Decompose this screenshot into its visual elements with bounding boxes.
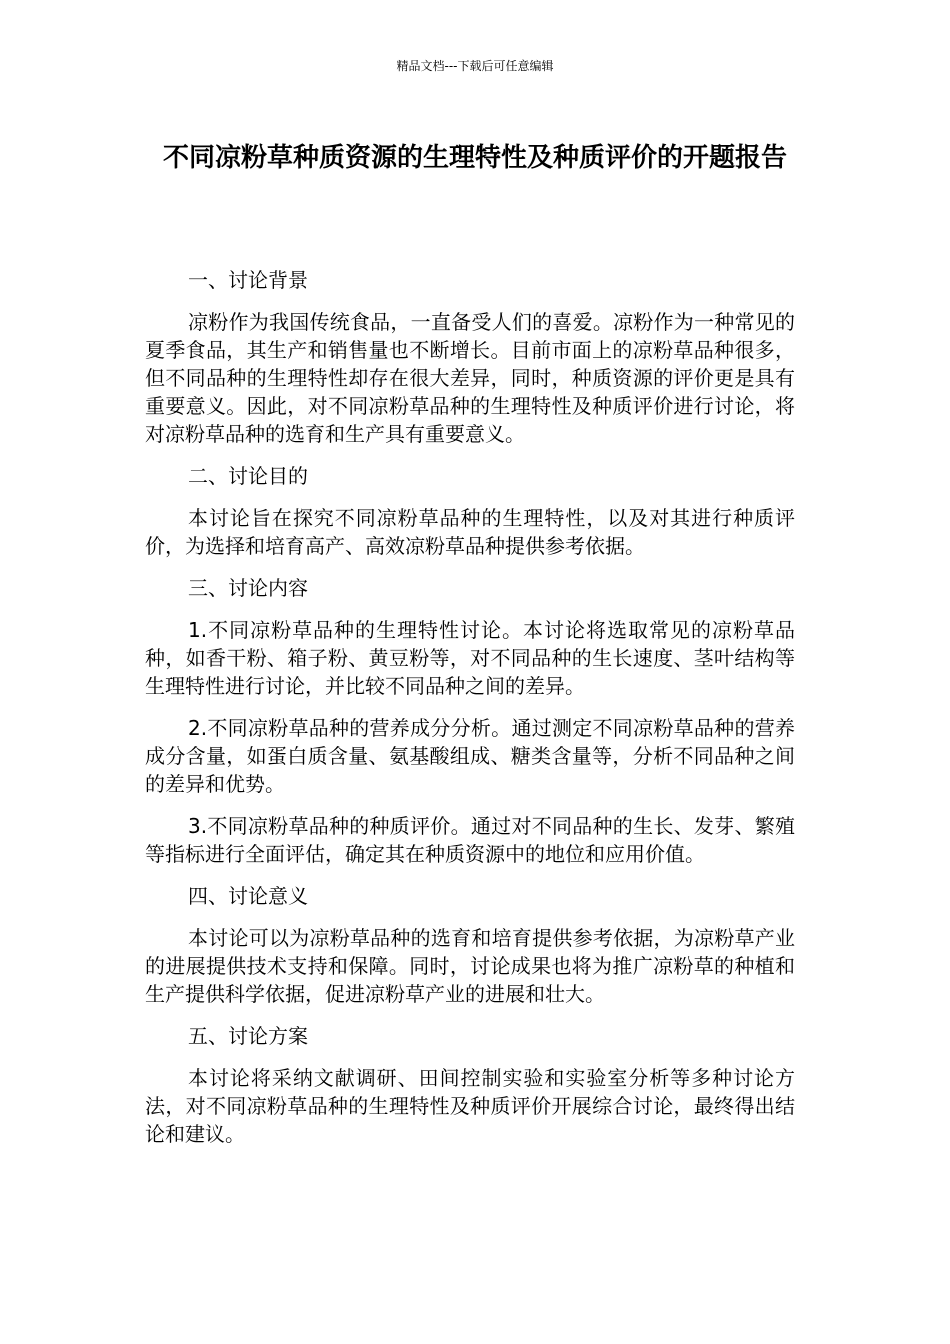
- section-heading: 四、讨论意义: [188, 884, 308, 908]
- paragraph: 3.不同凉粉草品种的种质评价。通过对不同品种的生长、发芽、繁殖等指标进行全面评估，确定其在种质资源中的地位和应用价值。: [145, 814, 795, 866]
- header-note: 精品文档---下载后可任意编辑: [396, 59, 554, 73]
- paragraph: 本讨论将采纳文献调研、田间控制实验和实验室分析等多种讨论方法，对不同凉粉草品种的生理特性及种质评价开展综合讨论，最终得出结论和建议。: [145, 1066, 795, 1146]
- document-body: [145, 266, 795, 1162]
- paragraph: 1.不同凉粉草品种的生理特性讨论。本讨论将选取常见的凉粉草品种，如香干粉、箱子粉、黄豆粉等，对不同品种的生长速度、茎叶结构等生理特性进行讨论，并比较不同品种之间的差异。: [145, 618, 795, 698]
- document-title: 不同凉粉草种质资源的生理特性及种质评价的开题报告: [162, 143, 787, 173]
- paragraph: 凉粉作为我国传统食品，一直备受人们的喜爱。凉粉作为一种常见的夏季食品，其生产和销售量也不断增长。目前市面上的凉粉草品种很多，但不同品种的生理特性却存在很大差异，同时，种质资源的评价更是具有重要意义。因此，对不同凉粉草品种的生理特性及种质评价进行讨论，将对凉粉草品种的选育和生产具有重要意义。: [145, 310, 795, 446]
- section-heading: 二、讨论目的: [188, 464, 308, 488]
- section-heading: 三、讨论内容: [188, 576, 308, 600]
- section-heading: 五、讨论方案: [188, 1024, 308, 1048]
- paragraph: 本讨论旨在探究不同凉粉草品种的生理特性，以及对其进行种质评价，为选择和培育高产、高效凉粉草品种提供参考依据。: [145, 506, 795, 558]
- paragraph: 2.不同凉粉草品种的营养成分分析。通过测定不同凉粉草品种的营养成分含量，如蛋白质含量、氨基酸组成、糖类含量等，分析不同品种之间的差异和优势。: [145, 716, 795, 796]
- section-heading: 一、讨论背景: [188, 268, 308, 292]
- paragraph: 本讨论可以为凉粉草品种的选育和培育提供参考依据，为凉粉草产业的进展提供技术支持和保障。同时，讨论成果也将为推广凉粉草的种植和生产提供科学依据，促进凉粉草产业的进展和壮大。: [145, 926, 795, 1006]
